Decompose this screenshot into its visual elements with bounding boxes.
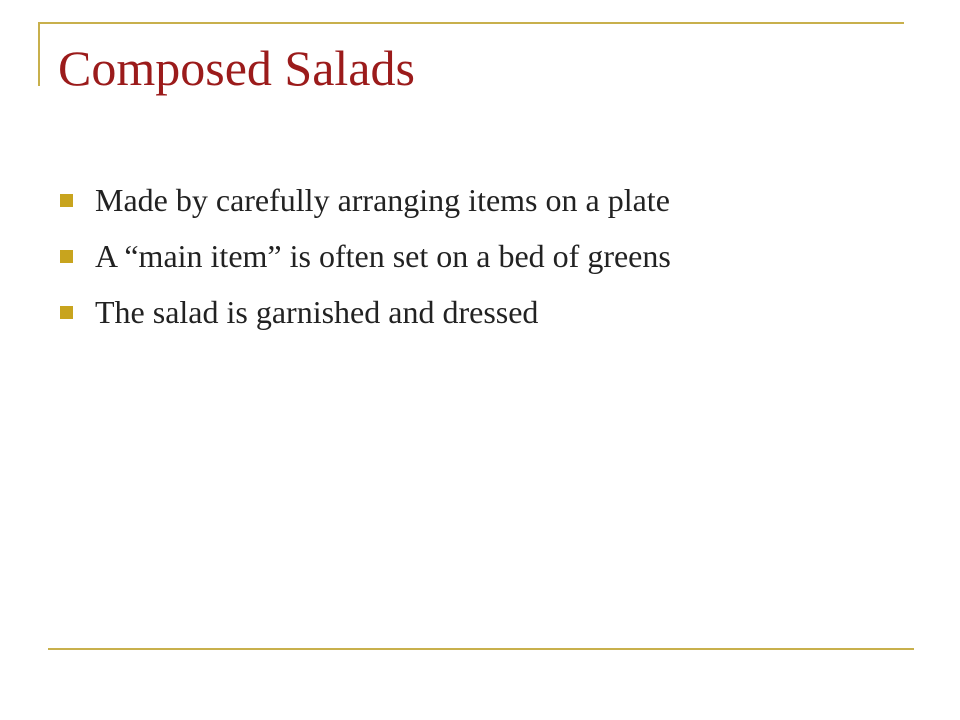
bullet-text: A “main item” is often set on a bed of greens (95, 238, 671, 274)
bullet-list (60, 176, 671, 344)
bullet-text: Made by carefully arranging items on a plate (95, 182, 670, 218)
bottom-divider-line (48, 648, 914, 650)
square-bullet-icon (60, 306, 73, 319)
top-divider-line (38, 22, 904, 24)
left-accent-line (38, 22, 40, 86)
bullet-item (60, 288, 671, 344)
square-bullet-icon (60, 194, 73, 207)
slide-title: Composed Salads (58, 40, 415, 96)
bullet-item (60, 176, 671, 232)
square-bullet-icon (60, 250, 73, 263)
bullet-text: The salad is garnished and dressed (95, 294, 539, 330)
bullet-item (60, 232, 671, 288)
